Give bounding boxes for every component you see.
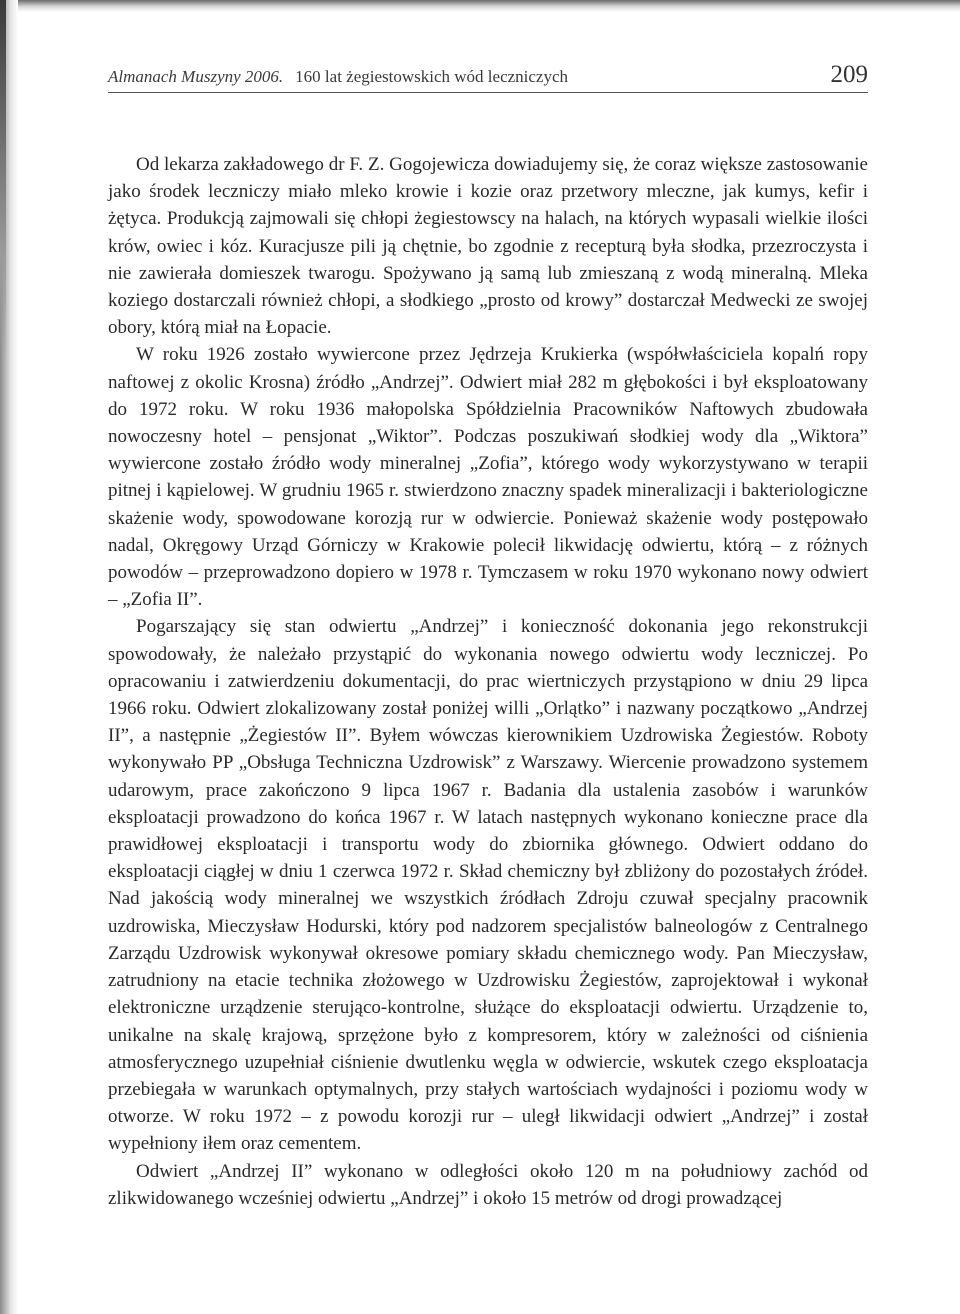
header-rule [108,92,868,93]
paragraph-2: W roku 1926 zostało wywiercone przez Jędrzeja Krukierka (współwłaściciela kopalń ropy naftowej z okolic Krosna) źródło „Andrzej”. Odwiert miał 282 m głębokości i był eksploatowany do 1972 roku. W roku 1936 małopolska Spółdzielnia Pracowników Naftowych zbudowała nowoczesny hotel – pensjonat „Wiktor”. Podczas poszukiwań słodkiej wody dla „Wiktora” wywiercone zostało źródło wody mineralnej „Zofia”, którego wody wykorzystywano w terapii pitnej i kąpielowej. W grudniu 1965 r. stwierdzono znaczny spadek mineralizacji i bakteriologiczne skażenie wody, spowodowane korozją rur w odwiercie. Ponieważ skażenie wody postępowało nadal, Okręgowy Urząd Górniczy w Krakowie polecił likwidację odwiertu, którą – z różnych powodów – przeprowadzono dopiero w 1978 r. Tymczasem w roku 1970 wykonano nowy odwiert – „Zofia II”. [108,344,868,611]
scan-shadow-corner [0,0,6,360]
running-head [108,62,868,87]
paragraph-3: Pogarszający się stan odwiertu „Andrzej” i konieczność dokonania jego rekonstrukcji spowodowały, że należało przystąpić do wykonania nowego odwiertu wody leczniczej. Po opracowaniu i zatwierdzeniu dokumentacji, do prac wiertniczych przystąpiono w dniu 29 lipca 1966 roku. Odwiert zlokalizowany został poniżej willi „Orlątko” i nazwany początkowo „Andrzej II”, a następnie „Żegiestów II”. Byłem wówczas kierownikiem Uzdrowiska Żegiestów. Roboty wykonywało PP „Obsługa Techniczna Uzdrowisk” z Warszawy. Wiercenie prowadzono systemem udarowym, prace zakończono 9 lipca 1967 r. Badania dla ustalenia zasobów i warunków eksploatacji prowadzono do końca 1967 r. W latach następnych wykonano konieczne prace dla prawidłowej eksploatacji i transportu wody do zbiornika głównego. Odwiert oddano do eksploatacji ciągłej w dniu 1 czerwca 1972 r. Skład chemiczny był zbliżony do pozostałych źródeł. Nad jakością wody mineralnej we wszystkich źródłach Zdroju czuwał specjalny pracownik uzdrowiska, Mieczysław Hodurski, który pod nadzorem specjalistów balneologów z Centralnego Zarządu Uzdrowisk wykonywał okresowe pomiary składu chemicznego wody. Pan Mieczysław, zatrudniony na etacie technika złożowego w Uzdrowisku Żegiestów, zaprojektował i wykonał elektroniczne urządzenie sterująco-kontrolne, służące do eksploatacji odwiertu. Urządzenie to, unikalne na skalę krajową, sprzężone było z kompresorem, który w zależności od ciśnienia atmosferycznego uzupełniał ciśnienie dwutlenku węgla w odwiercie, wskutek czego eksploatacja przebiegała w warunkach optymalnych, przy stałych wartościach wydajności i poziomu wody w otworze. W roku 1972 – z powodu korozji rur – uległ likwidacji odwiert „Andrzej” i został wypełniony iłem oraz cementem. [108,616,868,1155]
paragraph-4: Odwiert „Andrzej II” wykonano w odległości około 120 m na południowy zachód od zlikwidowanego wcześniej odwiertu „Andrzej” i około 15 metrów od drogi prowadzącej [108,1160,868,1209]
scan-shadow-top [0,0,960,12]
paragraph-1: Od lekarza zakładowego dr F. Z. Gogojewicza dowiadujemy się, że coraz większe zastosowanie jako środek leczniczy miało mleko krowie i kozie oraz przetwory mleczne, jak kumys, kefir i żętyca. Produkcją zajmowali się chłopi żegiestowscy na halach, na których wypasali wielkie ilości krów, owiec i kóz. Kuracjusze pili ją chętnie, bo zgodnie z recepturą była słodka, przezroczysta i nie zawierała domieszek twarogu. Spożywano ją samą lub zmieszaną z wodą mineralną. Mleka koziego dostarczali również chłopi, a słodkiego „prosto od krowy” dostarczał Medwecki ze swojej obory, którą miał na Łopacie. [108,154,868,339]
body-text [108,151,868,1212]
page-number: 209 [830,61,868,88]
journal-title: Almanach Muszyny 2006. [108,67,284,86]
article-title: 160 lat żegiestowskich wód leczniczych [295,67,569,86]
